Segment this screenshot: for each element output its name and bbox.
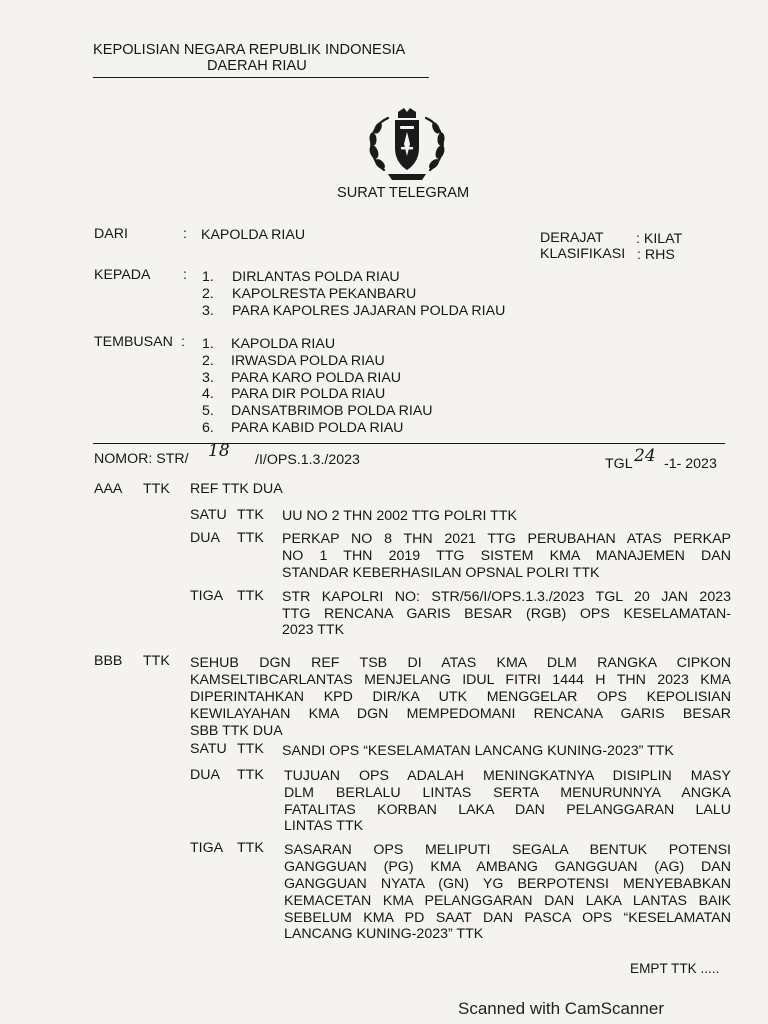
police-crest-icon xyxy=(364,104,450,180)
list-item: PARA KAPOLRES JAJARAN POLDA RIAU xyxy=(232,303,506,319)
list-number: 3. xyxy=(202,303,214,319)
item-line: STANDAR KEBERHASILAN OPSNAL POLRI TTK xyxy=(282,565,600,581)
list-item: PARA DIR POLDA RIAU xyxy=(231,386,386,402)
item-label: DUA xyxy=(190,767,220,783)
tgl-suffix: -1- 2023 xyxy=(664,456,717,472)
nomor-label: NOMOR: STR/ xyxy=(94,451,189,467)
header-underline xyxy=(93,77,429,78)
derajat-value: : KILAT xyxy=(636,231,683,247)
item-ttk: TTK xyxy=(237,840,264,856)
item-line: TTG RENCANA GARIS BESAR (RGB) OPS KESELAMATAN- xyxy=(282,606,731,622)
continued-marker: EMPT TTK ..... xyxy=(630,961,720,976)
item-line: UU NO 2 THN 2002 TTG POLRI TTK xyxy=(282,508,517,524)
item-line: LANCANG KUNING-2023” TTK xyxy=(284,926,484,942)
list-number: 6. xyxy=(202,420,214,436)
item-line: TUJUAN OPS ADALAH MENINGKATNYA DISIPLIN MASY xyxy=(284,768,731,784)
list-number: 4. xyxy=(202,386,214,402)
item-line: SANDI OPS “KESELAMATAN LANCANG KUNING-2023” TTK xyxy=(282,743,674,759)
list-item: DANSATBRIMOB POLDA RIAU xyxy=(231,403,433,419)
list-number: 2. xyxy=(202,353,214,369)
kepada-label: KEPADA xyxy=(94,267,151,283)
item-line: LINTAS TTK xyxy=(284,818,364,834)
item-label: TIGA xyxy=(190,840,224,856)
item-line: FATALITAS KORBAN LAKA DAN PELANGGARAN LALU xyxy=(284,802,731,818)
scanner-watermark: Scanned with CamScanner xyxy=(458,999,665,1018)
item-ttk: TTK xyxy=(237,741,264,757)
section-line: KEWILAYAHAN KMA DGN MEMPEDOMANI RENCANA GARIS BESAR xyxy=(190,706,731,722)
list-item: PARA KARO POLDA RIAU xyxy=(231,370,402,386)
list-item: KAPOLDA RIAU xyxy=(231,336,336,352)
section-line: SBB TTK DUA xyxy=(190,723,283,739)
org-name: KEPOLISIAN NEGARA REPUBLIK INDONESIA xyxy=(93,42,406,58)
tembusan-colon: : xyxy=(181,334,185,350)
list-number: 3. xyxy=(202,370,214,386)
list-number: 1. xyxy=(202,269,214,285)
item-label: SATU xyxy=(190,507,227,523)
item-ttk: TTK xyxy=(237,767,264,783)
item-ttk: TTK xyxy=(237,507,264,523)
item-label: SATU xyxy=(190,741,227,757)
section-line: DIPERINTAHKAN KPD DIR/KA UTK MENGGELAR OPS KEPOLISIAN xyxy=(190,689,731,705)
item-ttk: TTK xyxy=(237,588,264,604)
item-line: 2023 TTK xyxy=(282,622,345,638)
dari-label: DARI xyxy=(94,226,128,242)
section-label: BBB xyxy=(94,653,123,669)
item-line: STR KAPOLRI NO: STR/56/I/OPS.1.3./2023 TGL 20 JAN 2023 xyxy=(282,589,731,605)
tembusan-label: TEMBUSAN xyxy=(94,334,173,350)
kepada-colon: : xyxy=(183,267,187,283)
list-number: 1. xyxy=(202,336,214,352)
list-item: PARA KABID POLDA RIAU xyxy=(231,420,404,436)
dari-value: KAPOLDA RIAU xyxy=(201,227,306,243)
nomor-suffix: /I/OPS.1.3./2023 xyxy=(255,452,360,468)
item-line: DLM BERLALU LINTAS SERTA MENURUNNYA ANGKA xyxy=(284,785,731,801)
list-item: IRWASDA POLDA RIAU xyxy=(231,353,385,369)
section-text: REF TTK DUA xyxy=(190,481,283,497)
item-line: PERKAP NO 8 THN 2021 TTG PERUBAHAN ATAS PERKAP xyxy=(282,531,731,547)
list-number: 2. xyxy=(202,286,214,302)
region-name: DAERAH RIAU xyxy=(207,58,307,74)
list-item: DIRLANTAS POLDA RIAU xyxy=(232,269,400,285)
list-item: KAPOLRESTA PEKANBARU xyxy=(232,286,417,302)
item-line: GANGGUAN (PG) KMA AMBANG GANGGUAN (AG) DAN xyxy=(284,859,731,875)
item-line: SEBELUM KMA PD SAAT DAN PASCA OPS “KESELAMATAN xyxy=(284,910,731,926)
divider-line xyxy=(93,443,725,444)
item-label: DUA xyxy=(190,530,220,546)
section-line: SEHUB DGN REF TSB DI ATAS KMA DLM RANGKA CIPKON xyxy=(190,655,731,671)
klasifikasi-value: : RHS xyxy=(637,247,675,263)
item-line: NO 1 THN 2019 TTG SISTEM KMA MANAJEMEN DAN xyxy=(282,548,731,564)
list-number: 5. xyxy=(202,403,214,419)
derajat-label: DERAJAT xyxy=(540,230,604,246)
nomor-handwritten: 18 xyxy=(208,441,230,461)
item-line: SASARAN OPS MELIPUTI SEGALA BENTUK POTENSI xyxy=(284,842,731,858)
section-line: KAMSELTIBCARLANTAS MENJELANG IDUL FITRI 1444 H THN 2023 KMA xyxy=(190,672,731,688)
section-ttk: TTK xyxy=(143,481,170,497)
item-line: KEMACETAN KMA PELANGGARAN DAN LAKA LANTAS BAIK xyxy=(284,893,731,909)
document-title: SURAT TELEGRAM xyxy=(337,185,470,201)
section-ttk: TTK xyxy=(143,653,170,669)
item-line: GANGGUAN NYATA (GN) YG BERPOTENSI MENYEBABKAN xyxy=(284,876,731,892)
section-label: AAA xyxy=(94,481,123,497)
dari-colon: : xyxy=(183,226,187,242)
item-ttk: TTK xyxy=(237,530,264,546)
tgl-handwritten: 24 xyxy=(634,446,656,466)
item-label: TIGA xyxy=(190,588,224,604)
tgl-label: TGL xyxy=(605,456,633,472)
klasifikasi-label: KLASIFIKASI xyxy=(540,246,626,262)
